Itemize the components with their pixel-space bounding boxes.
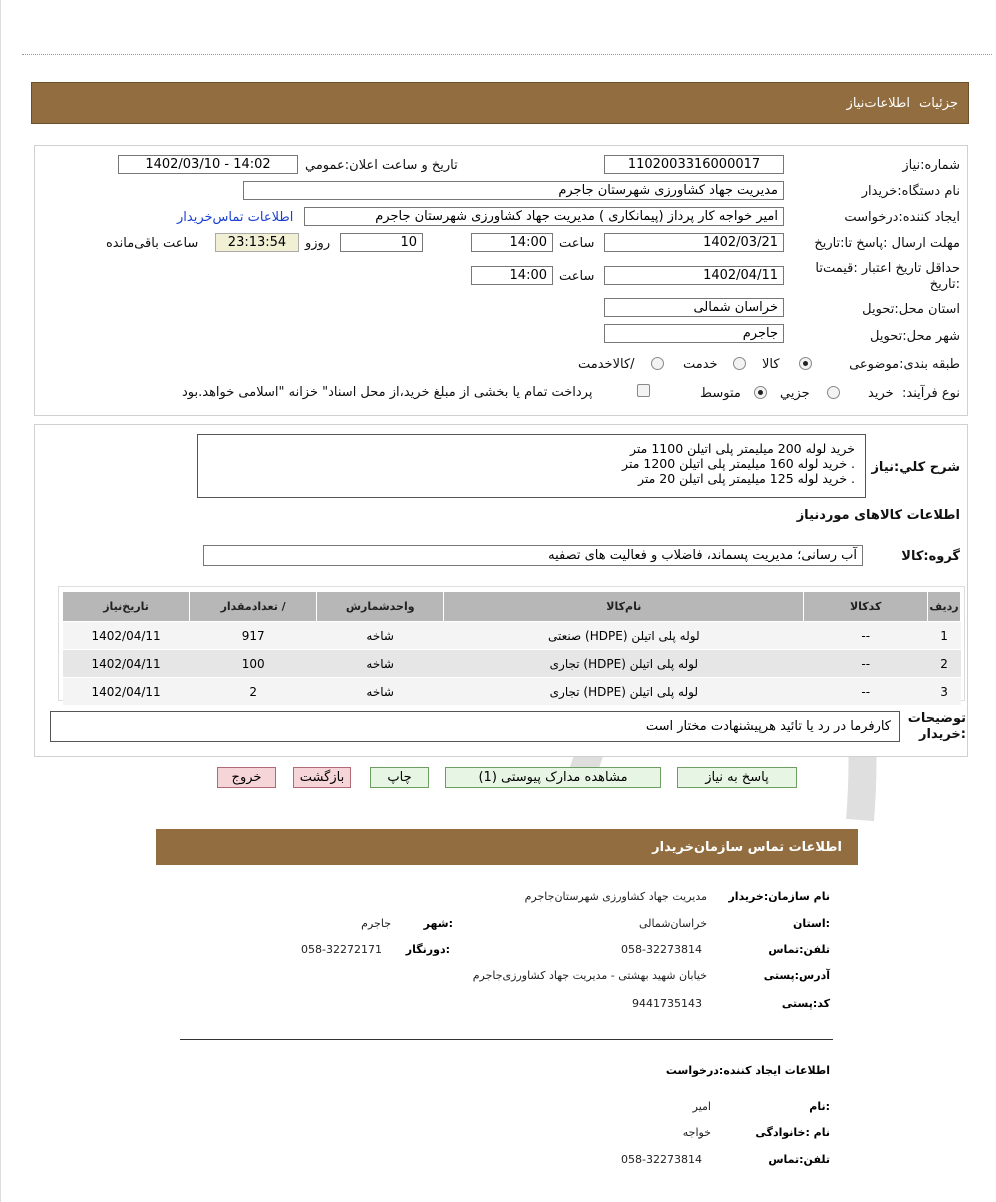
validity-time-label: ساعت [559, 269, 595, 284]
postal-value: 9441735143 [632, 997, 702, 1010]
table-row [63, 622, 961, 650]
deadline-time-label: ساعت [559, 236, 595, 251]
deadline-label: مهلت ارسال :پاسخ تا:تاریخ [814, 236, 960, 251]
validity-label-2: :تاریخ [929, 277, 960, 292]
days-field: 10 [340, 233, 423, 252]
table-row [63, 650, 961, 678]
buyer-notes-label: توضیحات [907, 711, 966, 726]
first-name-value: امیر [692, 1100, 711, 1113]
validity-date-field: 1402/04/11 [604, 266, 784, 285]
cell-quantity: 917 [190, 622, 317, 650]
buyer-org-field: مدیریت جهاد کشاورزی شهرستان جاجرم [243, 181, 784, 200]
col-need-date: تاریخ‌نیاز [63, 592, 190, 622]
org-name-value: مدیریت جهاد کشاورزی شهرستان‌جاجرم [524, 890, 707, 903]
creator-phone-value: 058-32273814 [621, 1153, 702, 1166]
province-field: خراسان شمالی [604, 298, 784, 317]
cell-row: 1 [928, 622, 961, 650]
description-box [197, 434, 866, 498]
cell-need-date: 1402/04/11 [63, 622, 190, 650]
last-name-value: خواجه [682, 1126, 711, 1139]
category-service-radio[interactable] [733, 357, 746, 370]
category-goods-service-label: /کالاخدمت [578, 357, 635, 372]
creator-info-title: اطلاعات ایجاد کننده:درخواست [665, 1064, 830, 1077]
goods-group-field: آب رسانی؛ مدیریت پسماند، فاضلاب و فعالیت های تصفیه [203, 545, 863, 566]
validity-time-field: 14:00 [471, 266, 553, 285]
cell-code: -- [804, 678, 928, 706]
province-label: :استان [793, 917, 830, 930]
reply-button[interactable]: پاسخ به نیاز [677, 767, 797, 788]
address-value: خیابان شهید بهشتی - مدیریت جهاد کشاورزی‌جاجرم [472, 969, 707, 982]
city-value: جاجرم [361, 917, 391, 930]
cell-name: لوله پلی اتیلن (HDPE) صنعتی [444, 622, 804, 650]
table-row [63, 678, 961, 706]
deadline-time-field: 14:00 [471, 233, 553, 252]
creator-phone-label: تلفن:تماس [768, 1153, 830, 1166]
process-medium-radio[interactable] [754, 386, 767, 399]
remaining-label: ساعت باقی‌مانده [106, 236, 199, 251]
left-rule [0, 0, 1, 1202]
province-value: خراسان‌شمالی [638, 917, 707, 930]
first-name-label: :نام [809, 1100, 830, 1113]
category-goods-service-radio[interactable] [651, 357, 664, 370]
phone-value: 058-32273814 [621, 943, 702, 956]
process-small-radio[interactable] [827, 386, 840, 399]
cell-code: -- [804, 622, 928, 650]
creator-field: امیر خواجه کار پرداز (پیمانکاری ) مدیریت جهاد کشاورزی شهرستان جاجرم [304, 207, 784, 226]
cell-row: 2 [928, 650, 961, 678]
description-line: . خرید لوله 125 میلیمتر پلی اتیلن 20 متر [637, 471, 855, 486]
buyer-notes-box: کارفرما در رد یا تائید هرپیشنهادت مختار است [50, 711, 900, 742]
announce-field: 1402/03/10 - 14:02 [118, 155, 298, 174]
creator-label: ایجاد کننده:درخواست [844, 210, 960, 225]
address-label: آدرس:پستی [763, 969, 830, 982]
buyer-contact-link[interactable]: اطلاعات تماس‌خریدار [177, 210, 294, 225]
goods-section-title: اطلاعات کالاهای مورد‌نیاز [796, 508, 960, 523]
print-button[interactable]: چاپ [370, 767, 429, 788]
cell-name: لوله پلی اتیلن (HDPE) تجاری [444, 678, 804, 706]
top-divider [22, 54, 992, 55]
buyer-contact-title: اطلاعات تماس سازمان‌خریدار [652, 840, 842, 855]
province-label: استان محل:تحویل [862, 302, 960, 317]
col-quantity: / تعدادمقدار [190, 592, 317, 622]
category-service-label: خدمت [683, 357, 718, 372]
col-name: نام‌کالا [444, 592, 804, 622]
deadline-date-field: 1402/03/21 [604, 233, 784, 252]
col-code: کدکالا [804, 592, 928, 622]
cell-quantity: 100 [190, 650, 317, 678]
description-line: خرید لوله 200 میلیمتر پلی اتیلن 1100 متر [630, 441, 855, 456]
fax-label: :دورنگار [405, 943, 450, 956]
tab-details[interactable]: جزئیات [919, 96, 958, 111]
buyer-notes-label-2: :خریدار [919, 727, 966, 742]
description-label: شرح کلي:نیاز [871, 460, 960, 475]
cell-code: -- [804, 650, 928, 678]
category-goods-radio[interactable] [799, 357, 812, 370]
process-small-label: جزیي [780, 386, 810, 401]
buyer-org-label: نام دستگاه:خریدار [861, 184, 960, 199]
process-medium-label: متوسط [700, 386, 741, 401]
city-label: :شهر [423, 917, 453, 930]
need-number-label: شماره:نیاز [902, 158, 960, 173]
validity-label: حداقل تاریخ اعتبار :قیمت‌تا [815, 261, 960, 276]
goods-table [62, 591, 961, 706]
org-name-label: نام سازمان:خریدار [728, 890, 830, 903]
last-name-label: نام :خانوادگی [755, 1126, 830, 1139]
contact-separator [180, 1039, 833, 1040]
days-label: روزو [305, 236, 331, 251]
treasury-payment-note: پرداخت تمام یا بخشی از مبلغ خرید،از محل اسناد" خزانه "اسلامی خواهد.بود [182, 385, 593, 400]
cell-row: 3 [928, 678, 961, 706]
category-goods-label: کالا [762, 357, 780, 372]
buyer-contact-header [156, 829, 858, 865]
goods-group-label: گروه:کالا [901, 549, 960, 564]
process-label: نوع فرآیند: [902, 386, 960, 401]
page-header-bar [31, 82, 969, 124]
cell-unit: شاخه [317, 650, 444, 678]
cell-need-date: 1402/04/11 [63, 650, 190, 678]
col-unit: واحدشمارش [317, 592, 444, 622]
phone-label: تلفن:تماس [768, 943, 830, 956]
description-line: . خرید لوله 160 میلیمتر پلی اتیلن 1200 متر [622, 456, 855, 471]
cell-unit: شاخه [317, 678, 444, 706]
cell-quantity: 2 [190, 678, 317, 706]
city-label: شهر محل:تحویل [870, 329, 960, 344]
tab-need-info[interactable]: اطلاعات‌نیاز [846, 96, 910, 111]
exit-button[interactable]: خروج [217, 767, 276, 788]
attachments-button[interactable]: مشاهده مدارک پیوستی (1) [445, 767, 661, 788]
treasury-payment-checkbox[interactable] [637, 384, 650, 397]
fax-value: 058-32272171 [301, 943, 382, 956]
col-row: ردیف [928, 592, 961, 622]
cell-name: لوله پلی اتیلن (HDPE) تجاری [444, 650, 804, 678]
need-number-field: 1102003316000017 [604, 155, 784, 174]
announce-label: تاریخ و ساعت اعلان:عمومي [305, 158, 458, 173]
city-field: جاجرم [604, 324, 784, 343]
cell-unit: شاخه [317, 622, 444, 650]
countdown-timer: 23:13:54 [215, 233, 299, 252]
back-button[interactable]: بازگشت [293, 767, 351, 788]
process-buy-label: خرید [868, 386, 894, 401]
postal-label: کد:پستی [781, 997, 830, 1010]
category-label: طبقه بندی:موضوعی [849, 357, 960, 372]
cell-need-date: 1402/04/11 [63, 678, 190, 706]
